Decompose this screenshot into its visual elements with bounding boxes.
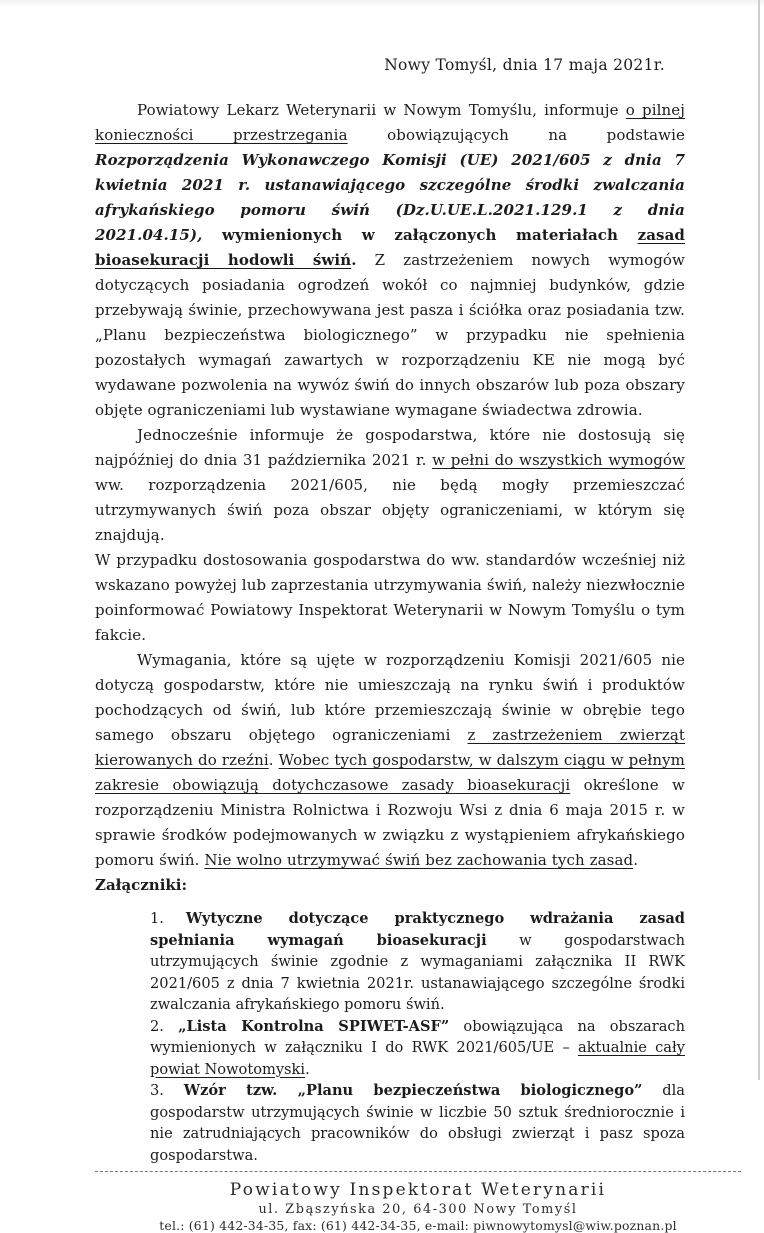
paragraph-deadline: Jednocześnie informuje że gospodarstwa, które nie dostosują się najpóźniej do dnia 31 października 2021 r. w pełni do wszystkich wymogów ww. rozporządzenia 2021/605, nie będą mogły przemieszczać utrzymywanych świń poza obszar objęty ograniczeniami, w którym się znajdują. (95, 426, 685, 544)
attachment-item-1: 1. Wytyczne dotyczące praktycznego wdrażania zasad spełniania wymagań bioasekuracji w gospodarstwach utrzymujących świnie zgodnie z wymaganiami załącznika II RWK 2021/605 z dnia 7 kwietnia 2021r. ustanawiającego szczególne środki zwalczania afrykańskiego pomoru świń. (150, 910, 685, 1013)
footer-contact: tel.: (61) 442-34-35, fax: (61) 442-34-35, e-mail: piwnowytomysl@wiw.poznan.pl (159, 1218, 677, 1233)
attachment-item-3: 3. Wzór tzw. „Planu bezpieczeństwa biologicznego” dla gospodarstw utrzymujących świnie w liczbie 50 sztuk średniorocznie i nie zatrudniających pracowników do obsługi zwierząt i pasz spoza gospodarstwa. (150, 1082, 685, 1164)
attachments-list (150, 908, 685, 1166)
paragraph-intro: Powiatowy Lekarz Weterynarii w Nowym Tomyślu, informuje o pilnej konieczności przestrzegania obowiązujących na podstawie Rozporządzenia Wykonawczego Komisji (UE) 2021/605 z dnia 7 kwietnia 2021 r. ustanawiającego szczególne środki zwalczania afrykańskiego pomoru świń (Dz.U.UE.L.2021.129.1 z dnia 2021.04.15), wymienionych w załączonych materiałach zasad bioasekuracji hodowli świń. Z zastrzeżeniem nowych wymogów dotyczących posiadania ogrodzeń wokół co najmniej budynków, gdzie przebywają świnie, przechowywana jest pasza i ściółka oraz posiadania tzw. „Planu bezpieczeństwa biologicznego” w przypadku nie spełnienia pozostałych wymagań zawartych w rozporządzeniu KE nie mogą być wydawane pozwolenia na wywóz świń do innych obszarów lub poza obszary objęte ograniczeniami lub wystawiane wymagane świadectwa zdrowia. (95, 101, 685, 419)
scan-edge-artifact (758, 0, 760, 1080)
letter-footer (95, 1171, 741, 1233)
footer-divider (95, 1171, 741, 1174)
footer-organization: Powiatowy Inspektorat Weterynarii (229, 1180, 607, 1200)
paragraph-notify: W przypadku dostosowania gospodarstwa do ww. standardów wcześniej niż wskazano powyżej lub zaprzestania utrzymywania świń, należy niezwłocznie poinformować Powiatowy Inspektorat Weterynarii w Nowym Tomyślu o tym fakcie. (95, 551, 685, 644)
paragraph-exemptions: Wymagania, które są ujęte w rozporządzeniu Komisji 2021/605 nie dotyczą gospodarstw, które nie umieszczają na rynku świń i produktów pochodzących od świń, lub które przemieszczają świnie w obrębie tego samego obszaru objętego ograniczeniami z zastrzeżeniem zwierząt kierowanych do rzeźni. Wobec tych gospodarstw, w dalszym ciągu w pełnym zakresie obowiązują dotychczasowe zasady bioasekuracji określone w rozporządzeniu Ministra Rolnictwa i Rozwoju Wsi z dnia 6 maja 2015 r. w sprawie środków podejmowanych w związku z wystąpieniem afrykańskiego pomoru świń. Nie wolno utrzymywać świń bez zachowania tych zasad. (95, 651, 685, 869)
letter-body (95, 56, 685, 1166)
attachment-item-2: 2. „Lista Kontrolna SPIWET-ASF” obowiązująca na obszarach wymienionych w załączniku I do RWK 2021/605/UE – aktualnie cały powiat Nowotomyski. (150, 1017, 685, 1078)
footer-address: ul. Zbąszyńska 20, 64-300 Nowy Tomyśl (258, 1202, 578, 1217)
attachments-heading: Załączniki: (95, 876, 188, 894)
date-line: Nowy Tomyśl, dnia 17 maja 2021r. (384, 56, 665, 74)
